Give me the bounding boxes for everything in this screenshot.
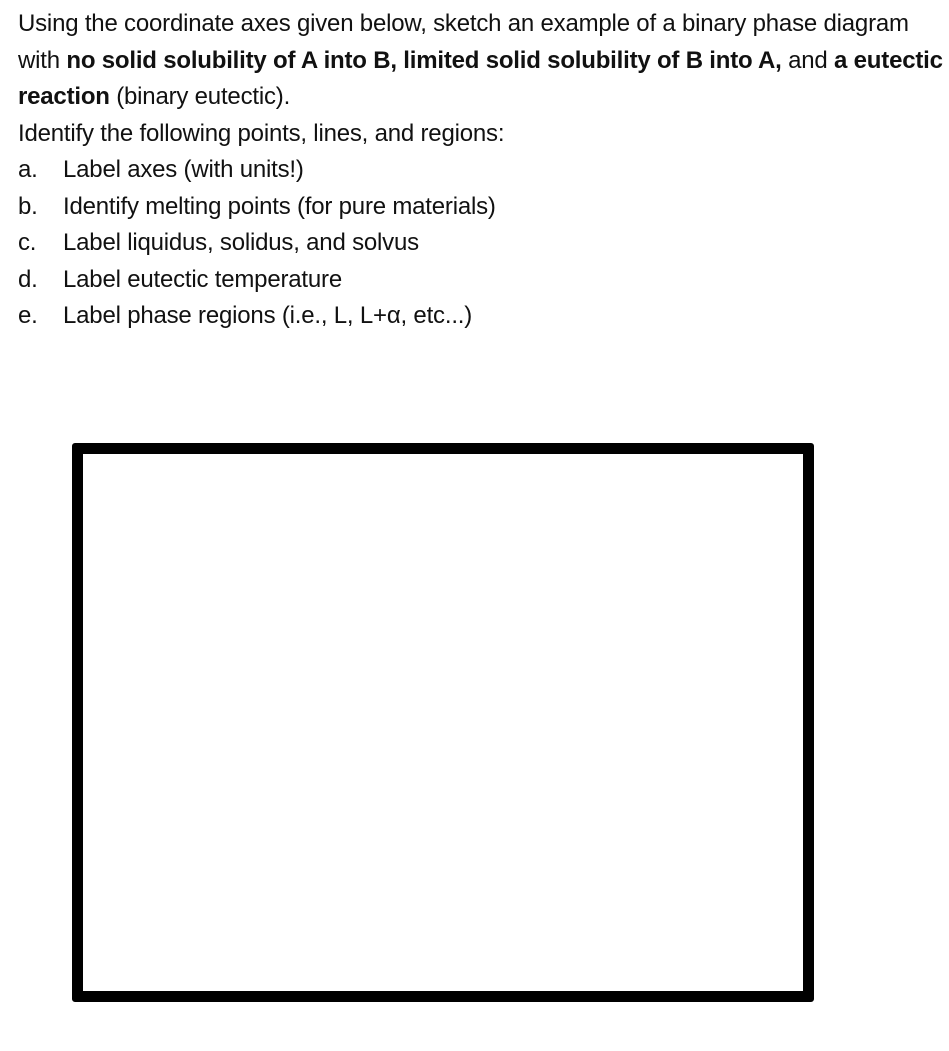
question-intro-1: Using the coordinate axes given below, sketch an example of a binary phase diagram with <box>18 10 909 74</box>
question-intro-3: (binary eutectic). <box>109 83 291 110</box>
task-list <box>18 152 943 335</box>
list-item-text: Label axes (with units!) <box>63 156 304 183</box>
list-item-text: Label liquidus, solidus, and solvus <box>63 229 419 256</box>
list-item <box>18 189 943 226</box>
list-marker: b. <box>18 192 38 220</box>
list-item-text: Label phase regions (i.e., L, L+α, etc...) <box>63 302 473 329</box>
list-item <box>18 152 943 189</box>
list-item <box>18 298 943 335</box>
identify-heading: Identify the following points, lines, and regions: <box>18 119 505 147</box>
list-item-text: Label eutectic temperature <box>63 265 342 293</box>
list-marker: e. <box>18 302 38 329</box>
question-prompt <box>18 6 943 335</box>
question-bold-solubility: no solid solubility of A into B, limited solid solubility of B into A, <box>66 46 782 74</box>
question-paragraph <box>18 6 943 116</box>
blank-coordinate-axes-box <box>72 443 814 1002</box>
list-item <box>18 225 943 262</box>
list-item <box>18 262 943 299</box>
list-item-text: Identify melting points (for pure materials) <box>63 192 496 220</box>
question-intro-2: and <box>781 46 835 74</box>
question-bold-eutectic: a eutectic reaction <box>18 46 943 110</box>
list-marker: d. <box>18 265 38 293</box>
list-marker: c. <box>18 229 37 256</box>
list-marker: a. <box>18 156 38 183</box>
